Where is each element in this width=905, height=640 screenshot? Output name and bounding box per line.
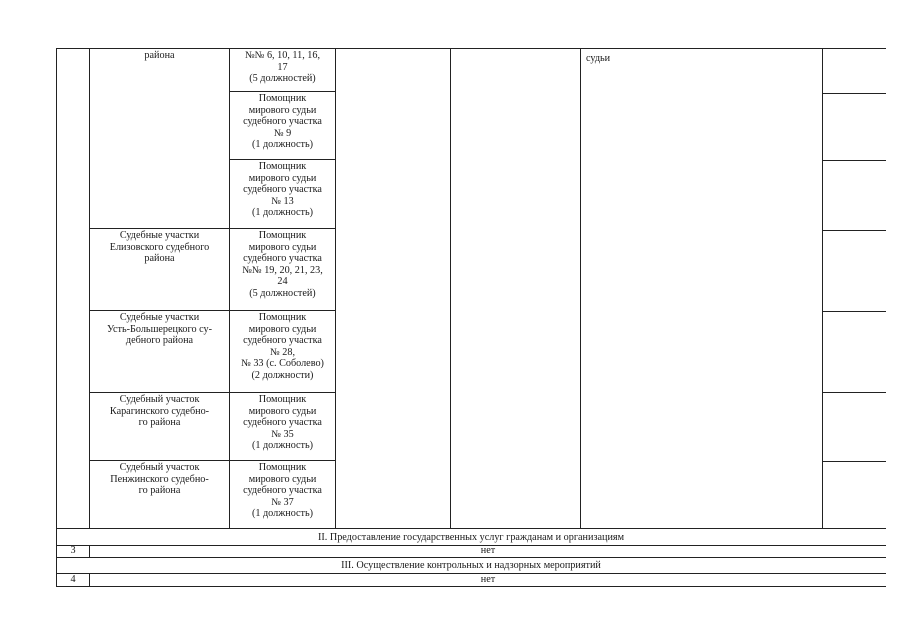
row-divider-4 — [89, 310, 335, 311]
position-cell-7: Помощник мирового судьи судебного участка № 37 (1 должность) — [243, 462, 322, 520]
position-cell-2: Помощник мирового судьи судебного участка № 9 (1 должность) — [243, 93, 322, 151]
district-cell-penzhinsky: Судебный участок Пенжинского судебно- го района — [110, 462, 209, 497]
col-divider-5 — [580, 48, 581, 528]
district-cell-1: района — [144, 50, 175, 61]
col5-text: судьи — [586, 53, 611, 64]
position-cell-6: Помощник мирового судьи судебного участка № 35 (1 должность) — [243, 394, 322, 452]
section2-value: нет — [480, 545, 496, 556]
row-divider-pos-1 — [229, 91, 335, 92]
col-divider-6 — [822, 48, 823, 528]
right-divider-1 — [822, 93, 886, 94]
section3-value: нет — [480, 574, 496, 585]
district-cell-elizovo: Судебные участки Елизовского судебного района — [109, 230, 210, 265]
section2-row-number: 3 — [70, 545, 76, 556]
position-cell-3: Помощник мирового судьи судебного участка № 13 (1 должность) — [243, 161, 322, 219]
right-divider-4 — [822, 311, 886, 312]
table-bottom-border — [56, 586, 886, 587]
row-divider-5 — [89, 392, 335, 393]
right-divider-2 — [822, 160, 886, 161]
section3-row-number: 4 — [70, 574, 76, 585]
section2-top — [56, 528, 886, 529]
col-divider-position — [335, 48, 336, 528]
position-cell-5: Помощник мирового судьи судебного участка № 28, № 33 (с. Соболево) (2 должности) — [241, 312, 324, 381]
col-divider-num — [89, 48, 90, 528]
district-cell-karaginsky: Судебный участок Карагинского судебно- го района — [109, 394, 210, 429]
right-divider-5 — [822, 392, 886, 393]
row-divider-pos-2 — [229, 159, 335, 160]
col-divider-4 — [450, 48, 451, 528]
position-cell-1: №№ 6, 10, 11, 16, 17 (5 должностей) — [244, 50, 321, 85]
section2-row-bottom — [56, 557, 886, 558]
table-top-border — [56, 48, 886, 49]
row-divider-3 — [89, 228, 335, 229]
row-divider-6 — [89, 460, 335, 461]
table-left-border — [56, 48, 57, 586]
position-cell-4: Помощник мирового судьи судебного участка №№ 19, 20, 21, 23, 24 (5 должностей) — [242, 230, 323, 299]
right-divider-6 — [822, 461, 886, 462]
district-cell-ust-bolsheretsk: Судебные участки Усть-Большерецкого су- дебного района — [107, 312, 212, 347]
right-divider-3 — [822, 230, 886, 231]
section3-title: III. Осуществление контрольных и надзорных мероприятий — [341, 560, 601, 571]
section2-title: II. Предоставление государственных услуг гражданам и организациям — [317, 532, 625, 543]
